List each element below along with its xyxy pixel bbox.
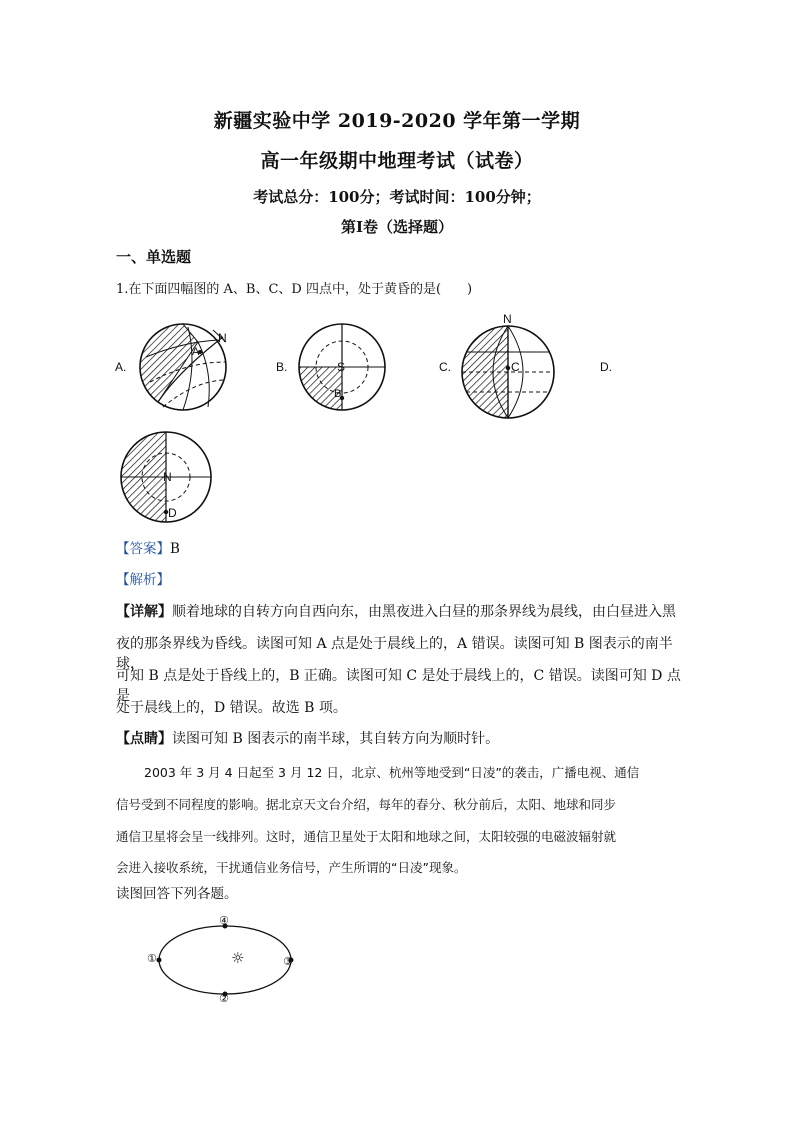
question-stem: 1.在下面四幅图的 A、B、C、D 四点中，处于黄昏的是( ) xyxy=(116,282,473,297)
passage-line-1: 2003 年 3 月 4 日起至 3 月 12 日，北京、杭州等地受到“日凌”的袭击，广播电视、通信 xyxy=(144,765,640,780)
answer-tag: 【答案】 xyxy=(116,541,170,557)
globe-c-pole-label: N xyxy=(503,312,512,326)
answer-row xyxy=(116,539,180,559)
detail-line-4: 处于晨线上的，D 错误。故选 B 项。 xyxy=(116,700,347,716)
orbit-position-1: ① xyxy=(147,952,157,965)
detail-line-3: 可知 B 点是处于昏线上的，B 正确。读图可知 C 是处于晨线上的，C 错误。读图可知 D 点是 xyxy=(116,668,681,704)
orbit-position-3: ③ xyxy=(283,955,293,968)
option-d-label: D. xyxy=(600,360,612,374)
sun-icon: ☼ xyxy=(231,949,245,967)
orbit-position-4: ④ xyxy=(219,914,229,927)
option-b-label: B. xyxy=(276,360,288,374)
globe-d-point-label: D xyxy=(168,506,177,520)
exam-info: 考试总分：100分；考试时间：100分钟； xyxy=(253,188,541,206)
option-a-label: A. xyxy=(115,360,127,374)
option-c-label: C. xyxy=(439,360,451,374)
tip-text: 读图可知 B 图表示的南半球，其自转方向为顺时针。 xyxy=(172,731,500,747)
tip-tag: 【点睛】 xyxy=(116,731,172,747)
analysis-tag: 【解析】 xyxy=(116,572,170,588)
globe-figure-c xyxy=(458,322,558,427)
volume-title: 第Ⅰ卷（选择题） xyxy=(340,218,454,236)
exam-title: 高一年级期中地理考试（试卷） xyxy=(260,150,534,172)
globe-b-pole-label: S xyxy=(337,360,346,374)
passage-line-4: 会进入接收系统，干扰通信业务信号，产生所谓的“日凌”现象。 xyxy=(116,860,467,875)
detail-text-1: 顺着地球的自转方向自西向东，由黑夜进入白昼的那条界线为晨线，由白昼进入黑 xyxy=(172,604,676,620)
globe-figure-b xyxy=(296,322,396,422)
globe-a-pole-label: N xyxy=(218,331,227,345)
globe-c-point-label: C xyxy=(511,360,520,374)
answer-value: B xyxy=(170,541,180,557)
section-title: 一、单选题 xyxy=(116,248,192,266)
globe-b-point-label: B xyxy=(334,388,342,400)
globe-figure-a xyxy=(138,322,248,422)
passage-line-3: 通信卫星将会呈一线排列。这时，通信卫星处于太阳和地球之间，太阳较强的电磁波辐射就 xyxy=(116,829,617,844)
detail-line-2: 夜的那条界线为昏线。读图可知 A 点是处于晨线上的，A 错误。读图可知 B 图表示的南半球， xyxy=(116,636,673,672)
orbit-position-2: ② xyxy=(219,992,229,1005)
tip-line xyxy=(116,729,682,749)
globe-d-pole-label: N xyxy=(163,470,172,484)
exam-school-title: 新疆实验中学 2019-2020 学年第一学期 xyxy=(213,110,581,132)
detail-line-1 xyxy=(116,602,682,622)
detail-tag: 【详解】 xyxy=(116,604,172,620)
globe-a-point-label: A xyxy=(192,346,200,358)
passage-prompt: 读图回答下列各题。 xyxy=(116,886,238,902)
passage-line-2: 信号受到不同程度的影响。据北京天文台介绍，每年的春分、秋分前后，太阳、地球和同步 xyxy=(116,797,617,812)
